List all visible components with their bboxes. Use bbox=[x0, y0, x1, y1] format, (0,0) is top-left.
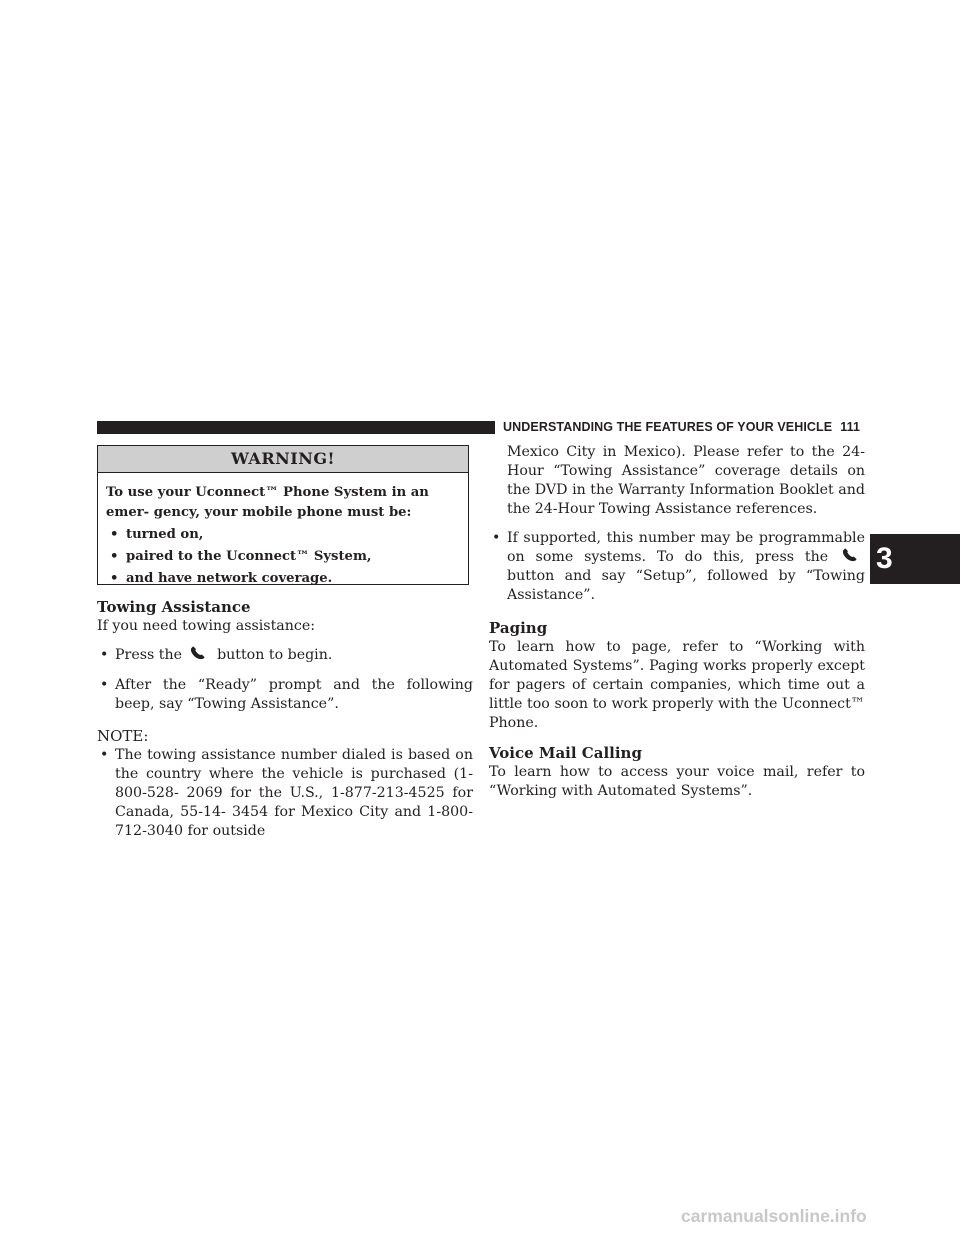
towing-step bbox=[97, 646, 473, 665]
warning-intro: To use your Uconnect™ Phone System in an emer- gency, your mobile phone must be: bbox=[106, 485, 429, 520]
warning-item: • paired to the Uconnect™ System, bbox=[106, 546, 460, 568]
towing-steps bbox=[97, 646, 473, 714]
page-number: 111 bbox=[840, 420, 860, 434]
item-text: button and say “Setup”, followed by “Towing Assistance”. bbox=[507, 568, 865, 603]
item-text: If supported, this number may be programmable on some systems. To do this, press the bbox=[507, 530, 865, 565]
note-list bbox=[97, 746, 473, 841]
note-continued: Mexico City in Mexico). Please refer to the 24-Hour “Towing Assistance” coverage details on the DVD in the Warranty Information Booklet and the 24-Hour Towing Assistance references. bbox=[507, 444, 865, 517]
section-title: UNDERSTANDING THE FEATURES OF YOUR VEHICLE bbox=[503, 420, 833, 434]
voicemail-heading: Voice Mail Calling bbox=[489, 744, 642, 762]
left-column bbox=[97, 598, 473, 841]
warning-title: WARNING! bbox=[98, 446, 468, 473]
warning-item: • turned on, bbox=[106, 524, 460, 546]
towing-program-list bbox=[489, 529, 865, 605]
voicemail-body: To learn how to access your voice mail, refer to “Working with Automated Systems”. bbox=[489, 764, 865, 799]
note-item: • The towing assistance number dialed is based on the country where the vehicle is purchased (1-800-528- 2069 for the U.S., 1-877-213-4525 for Canada, 55-14- 3454 for Mexico City and 1-800-712-3040 for outside bbox=[97, 746, 473, 841]
header-rule bbox=[97, 421, 495, 434]
towing-intro: If you need towing assistance: bbox=[97, 618, 316, 634]
paging-heading: Paging bbox=[489, 619, 548, 637]
warning-item: • and have network coverage. bbox=[106, 568, 460, 590]
paging-body: To learn how to page, refer to “Working with Automated Systems”. Paging works properly except for pagers of certain companies, which time out a little too soon to work properly with the Uconnect™ Phone. bbox=[489, 639, 865, 731]
step-text: button to begin. bbox=[217, 647, 333, 663]
chapter-tab: 3 bbox=[870, 534, 960, 584]
note-label: NOTE: bbox=[97, 727, 149, 745]
right-column bbox=[489, 443, 865, 801]
running-header bbox=[503, 418, 860, 436]
phone-handset-icon bbox=[189, 646, 209, 660]
towing-program-item bbox=[489, 529, 865, 605]
warning-box bbox=[97, 445, 469, 585]
towing-step: • After the “Ready” prompt and the following beep, say “Towing Assistance”. bbox=[97, 676, 473, 714]
towing-heading: Towing Assistance bbox=[97, 598, 251, 616]
watermark: carmanualsonline.info bbox=[681, 1206, 867, 1226]
warning-list bbox=[106, 524, 460, 590]
step-text: Press the bbox=[115, 647, 183, 663]
phone-handset-icon bbox=[841, 548, 861, 562]
